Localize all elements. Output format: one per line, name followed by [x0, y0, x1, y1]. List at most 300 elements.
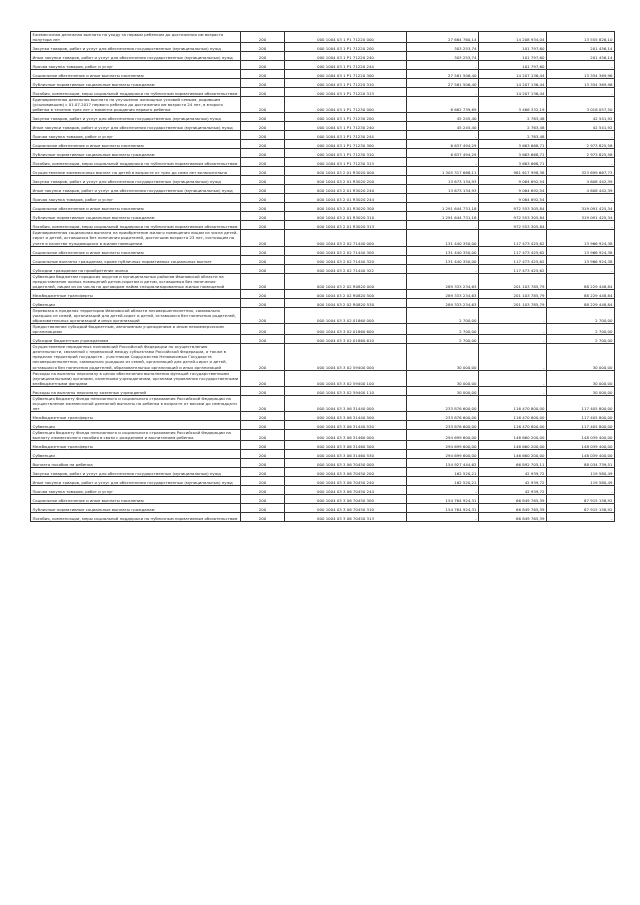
expense-name-cell: Осуществление ежемесячных выплат на детей в возрасте от трех до семи лет включительно — [31, 167, 241, 176]
approved-amount-cell: 303 253,74 — [407, 43, 479, 52]
line-code-cell: 200 — [241, 246, 285, 255]
unexecuted-amount-cell: - — [547, 61, 615, 70]
expense-name-cell: Субвенции — [31, 421, 241, 430]
budget-classification-code-cell: 000 1004 03 1 P1 71230 300 — [285, 140, 407, 149]
executed-amount-cell: 201 103 785,79 — [479, 273, 547, 289]
unexecuted-amount-cell: 42 541,92 — [547, 122, 615, 131]
line-code-cell: 200 — [241, 203, 285, 212]
approved-amount-cell: 131 440 350,00 — [407, 246, 479, 255]
expense-name-cell: Социальное обеспечение и иные выплаты населению — [31, 140, 241, 149]
approved-amount-cell: - — [407, 158, 479, 167]
unexecuted-amount-cell: 319 091 425,34 — [547, 212, 615, 221]
approved-amount-cell: 1 291 644 731,18 — [407, 212, 479, 221]
table-row — [31, 335, 615, 344]
unexecuted-amount-cell: 13 966 924,38 — [547, 255, 615, 264]
budget-classification-code-cell: 000 1004 03 1 P1 71230 310 — [285, 149, 407, 158]
unexecuted-amount-cell: 148 039 400,00 — [547, 441, 615, 450]
budget-classification-code-cell: 000 1004 03 3 06 70450 300 — [285, 495, 407, 504]
approved-amount-cell: 162 520,21 — [407, 477, 479, 486]
line-code-cell: 200 — [241, 421, 285, 430]
unexecuted-amount-cell: 88 229 448,84 — [547, 273, 615, 289]
unexecuted-amount-cell: 4 608 442,39 — [547, 185, 615, 194]
table-row — [31, 495, 615, 504]
line-code-cell: 200 — [241, 289, 285, 298]
line-code-cell: 200 — [241, 495, 285, 504]
expense-name-cell: Субсидии гражданам на приобретение жилья — [31, 264, 241, 273]
executed-amount-cell: 66 849 765,39 — [479, 504, 547, 513]
line-code-cell: 200 — [241, 113, 285, 122]
line-code-cell: 200 — [241, 52, 285, 61]
approved-amount-cell: 289 333 234,63 — [407, 289, 479, 298]
expense-name-cell: Прочая закупка товаров, работ и услуг — [31, 194, 241, 203]
expense-name-cell: Закупка товаров, работ и услуг для обеспечения государственных (муниципальных) нужд — [31, 43, 241, 52]
executed-amount-cell: 14 207 136,44 — [479, 79, 547, 88]
expense-name-cell: Прочая закупка товаров, работ и услуг — [31, 131, 241, 140]
table-row — [31, 430, 615, 441]
executed-amount-cell: 3 466 332,19 — [479, 97, 547, 113]
budget-classification-code-cell: 000 1004 03 3 06 31440 530 — [285, 421, 407, 430]
unexecuted-amount-cell: 119 580,49 — [547, 477, 615, 486]
table-row — [31, 289, 615, 298]
executed-amount-cell: - — [479, 344, 547, 370]
approved-amount-cell: 294 699 600,00 — [407, 441, 479, 450]
line-code-cell: 200 — [241, 344, 285, 370]
approved-amount-cell: 131 440 350,00 — [407, 255, 479, 264]
unexecuted-amount-cell: 30 000,00 — [547, 370, 615, 386]
line-code-cell: 200 — [241, 477, 285, 486]
executed-amount-cell: 201 103 785,79 — [479, 289, 547, 298]
executed-amount-cell: 117 473 425,62 — [479, 255, 547, 264]
line-code-cell: 200 — [241, 450, 285, 459]
line-code-cell: 200 — [241, 140, 285, 149]
expense-name-cell: Иные закупки товаров, работ и услуг для обеспечения государственных (муниципальных) нужд — [31, 185, 241, 194]
line-code-cell: 200 — [241, 97, 285, 113]
table-row — [31, 344, 615, 370]
table-row — [31, 370, 615, 386]
table-row — [31, 477, 615, 486]
unexecuted-amount-cell: 87 915 158,92 — [547, 504, 615, 513]
unexecuted-amount-cell: - — [547, 158, 615, 167]
table-row — [31, 176, 615, 185]
budget-classification-code-cell: 000 1004 03 2 02 71440 322 — [285, 264, 407, 273]
expense-name-cell: Социальное обеспечение и иные выплаты населению — [31, 246, 241, 255]
approved-amount-cell: 233 876 600,00 — [407, 395, 479, 411]
line-code-cell: 200 — [241, 230, 285, 246]
approved-amount-cell: 27 561 506,40 — [407, 79, 479, 88]
table-row — [31, 273, 615, 289]
expense-name-cell: Субсидии бюджетным учреждениям — [31, 335, 241, 344]
expense-name-cell: Пособия, компенсации, меры социальной поддержки по публичным нормативным обязательствам — [31, 513, 241, 522]
budget-classification-code-cell: 000 1004 03 2 02 71440 300 — [285, 246, 407, 255]
executed-amount-cell: 981 617 998,38 — [479, 167, 547, 176]
approved-amount-cell: 303 253,74 — [407, 52, 479, 61]
table-row — [31, 421, 615, 430]
executed-amount-cell: 14 207 136,44 — [479, 70, 547, 79]
expense-name-cell: Субвенции — [31, 298, 241, 307]
line-code-cell: 200 — [241, 131, 285, 140]
line-code-cell: 200 — [241, 468, 285, 477]
unexecuted-amount-cell: 3 018 057,50 — [547, 97, 615, 113]
table-row — [31, 149, 615, 158]
budget-classification-code-cell: 000 1004 03 3 06 70450 244 — [285, 486, 407, 495]
budget-classification-code-cell: 000 1004 03 3 06 31460 500 — [285, 441, 407, 450]
unexecuted-amount-cell: 117 405 800,00 — [547, 395, 615, 411]
table-row — [31, 221, 615, 230]
table-row — [31, 88, 615, 97]
budget-classification-code-cell: 000 1004 03 3 06 31460 530 — [285, 450, 407, 459]
table-row — [31, 158, 615, 167]
expense-name-cell: Публичные нормативные социальные выплаты гражданам — [31, 504, 241, 513]
table-body — [31, 32, 615, 522]
approved-amount-cell: 6 662 739,69 — [407, 97, 479, 113]
line-code-cell: 200 — [241, 122, 285, 131]
line-code-cell: 200 — [241, 504, 285, 513]
executed-amount-cell: 101 797,60 — [479, 43, 547, 52]
budget-classification-code-cell: 000 1004 03 2 01 R3020 313 — [285, 221, 407, 230]
executed-amount-cell: - — [479, 370, 547, 386]
budget-execution-table — [30, 31, 615, 522]
table-row — [31, 61, 615, 70]
expense-name-cell: Пособия, компенсации, меры социальной поддержки по публичным нормативным обязательствам — [31, 88, 241, 97]
line-code-cell: 200 — [241, 79, 285, 88]
approved-amount-cell: 6 637 494,29 — [407, 140, 479, 149]
approved-amount-cell: 294 699 600,00 — [407, 430, 479, 441]
approved-amount-cell: - — [407, 131, 479, 140]
unexecuted-amount-cell: 88 229 448,84 — [547, 298, 615, 307]
budget-classification-code-cell: 000 1004 03 2 02 71440 000 — [285, 230, 407, 246]
executed-amount-cell: 42 939,72 — [479, 486, 547, 495]
table-row — [31, 450, 615, 459]
executed-amount-cell: 66 892 705,11 — [479, 459, 547, 468]
budget-classification-code-cell: 000 1004 03 3 06 31440 000 — [285, 395, 407, 411]
table-row — [31, 386, 615, 395]
table-row — [31, 298, 615, 307]
expense-name-cell: Прочая закупка товаров, работ и услуг — [31, 61, 241, 70]
table-row — [31, 185, 615, 194]
executed-amount-cell: 972 553 305,84 — [479, 203, 547, 212]
budget-classification-code-cell: 000 1004 03 3 02 59400 110 — [285, 386, 407, 395]
executed-amount-cell: 117 473 425,62 — [479, 246, 547, 255]
expense-name-cell: Социальное обеспечение и иные выплаты населению — [31, 70, 241, 79]
expense-name-cell: Закупка товаров, работ и услуг для обеспечения государственных (муниципальных) нужд — [31, 113, 241, 122]
table-row — [31, 70, 615, 79]
unexecuted-amount-cell: 117 405 800,00 — [547, 412, 615, 421]
approved-amount-cell: 30 000,00 — [407, 370, 479, 386]
approved-amount-cell: 154 764 924,31 — [407, 495, 479, 504]
executed-amount-cell: - — [479, 335, 547, 344]
table-row — [31, 43, 615, 52]
budget-classification-code-cell: 000 1004 03 2 01 R3020 244 — [285, 194, 407, 203]
budget-classification-code-cell: 000 1004 03 1 P1 71220 313 — [285, 88, 407, 97]
unexecuted-amount-cell: 2 973 825,58 — [547, 140, 615, 149]
budget-classification-code-cell: 000 1004 03 3 06 31460 000 — [285, 430, 407, 441]
unexecuted-amount-cell: 2 700,00 — [547, 335, 615, 344]
unexecuted-amount-cell: 88 229 448,84 — [547, 289, 615, 298]
unexecuted-amount-cell: 42 541,92 — [547, 113, 615, 122]
line-code-cell: 200 — [241, 43, 285, 52]
unexecuted-amount-cell: 2 700,00 — [547, 307, 615, 323]
unexecuted-amount-cell: - — [547, 486, 615, 495]
unexecuted-amount-cell: 201 456,14 — [547, 43, 615, 52]
unexecuted-amount-cell: 119 580,49 — [547, 468, 615, 477]
approved-amount-cell: 27 664 760,14 — [407, 32, 479, 43]
expense-name-cell: Социальное обеспечение и иные выплаты населению — [31, 495, 241, 504]
line-code-cell: 200 — [241, 395, 285, 411]
line-code-cell: 200 — [241, 386, 285, 395]
line-code-cell: 200 — [241, 264, 285, 273]
budget-classification-code-cell: 000 1004 03 1 P1 71220 244 — [285, 61, 407, 70]
budget-classification-code-cell: 000 1004 03 1 P1 71230 240 — [285, 122, 407, 131]
expense-name-cell: Публичные нормативные социальные выплаты гражданам — [31, 79, 241, 88]
expense-name-cell: Публичные нормативные социальные выплаты гражданам — [31, 212, 241, 221]
table-row — [31, 486, 615, 495]
table-row — [31, 459, 615, 468]
table-row — [31, 113, 615, 122]
line-code-cell: 200 — [241, 158, 285, 167]
approved-amount-cell: 45 245,40 — [407, 122, 479, 131]
budget-classification-code-cell: 000 1004 03 2 01 R3020 310 — [285, 212, 407, 221]
table-row — [31, 131, 615, 140]
executed-amount-cell: 2 763,48 — [479, 131, 547, 140]
table-row — [31, 246, 615, 255]
budget-classification-code-cell: 000 1004 03 1 P1 71230 244 — [285, 131, 407, 140]
expense-name-cell: Закупка товаров, работ и услуг для обеспечения государственных (муниципальных) нужд — [31, 468, 241, 477]
unexecuted-amount-cell: - — [547, 264, 615, 273]
line-code-cell: 200 — [241, 441, 285, 450]
approved-amount-cell: 131 440 350,00 — [407, 230, 479, 246]
budget-classification-code-cell: 000 1004 03 3 06 70450 240 — [285, 477, 407, 486]
expense-name-cell: Перевозка в пределах территории Ивановской области несовершеннолетних, самовольно ушедших из семей, организаций для детей-сирот и детей, оставшихся без попечения родителей, образовательных организаций и иных организаций — [31, 307, 241, 323]
executed-amount-cell: 14 208 934,04 — [479, 32, 547, 43]
table-row — [31, 122, 615, 131]
approved-amount-cell: - — [407, 513, 479, 522]
approved-amount-cell: 162 520,21 — [407, 468, 479, 477]
table-row — [31, 513, 615, 522]
budget-classification-code-cell: 000 1004 03 3 02 59400 100 — [285, 370, 407, 386]
executed-amount-cell: 9 064 692,54 — [479, 194, 547, 203]
budget-classification-code-cell: 000 1004 03 2 01 R3020 300 — [285, 203, 407, 212]
table-row — [31, 307, 615, 323]
approved-amount-cell: - — [407, 221, 479, 230]
expense-name-cell: Предоставление субсидий бюджетным, автономным учреждениям и иным некоммерческим организациям — [31, 324, 241, 335]
unexecuted-amount-cell: 2 700,00 — [547, 324, 615, 335]
budget-classification-code-cell: 000 1004 03 1 P1 71230 000 — [285, 97, 407, 113]
approved-amount-cell: 154 927 444,62 — [407, 459, 479, 468]
unexecuted-amount-cell: - — [547, 221, 615, 230]
expense-name-cell: Единовременная денежная выплата на улучшение жилищных условий семьям, родившим (усыновившим) с 01.07.2017 первого ребенка до достижения им возраста 24 лет, в второго ребенка в течение трех лет с момента рождения первого ребенка — [31, 97, 241, 113]
budget-classification-code-cell: 000 1004 03 3 06 70450 313 — [285, 513, 407, 522]
approved-amount-cell: 45 245,40 — [407, 113, 479, 122]
expense-name-cell: Субвенция бюджету Фонда пенсионного и социального страхования Российской Федерации на осуществление ежемесячной денежной выплаты на ребенка в возрасте от восьми до семнадцати лет — [31, 395, 241, 411]
table-row — [31, 97, 615, 113]
table-row — [31, 167, 615, 176]
executed-amount-cell: 116 470 800,00 — [479, 421, 547, 430]
table-row — [31, 230, 615, 246]
budget-classification-code-cell: 000 1004 03 1 P1 71230 200 — [285, 113, 407, 122]
line-code-cell: 200 — [241, 273, 285, 289]
expense-name-cell: Межбюджетные трансферты — [31, 289, 241, 298]
line-code-cell: 200 — [241, 324, 285, 335]
expense-name-cell: Субвенции бюджетам городских округов и муниципальных районов Ивановской области на предоставление жилых помещений детям-сиротам и детям, оставшимся без попечения родителей, лицам из их числа по договорам найма специализированных жилых помещений — [31, 273, 241, 289]
executed-amount-cell: 101 797,60 — [479, 52, 547, 61]
budget-classification-code-cell: 000 1004 03 3 06 70450 000 — [285, 459, 407, 468]
table-row — [31, 255, 615, 264]
executed-amount-cell: 972 553 305,84 — [479, 212, 547, 221]
executed-amount-cell: 3 663 668,71 — [479, 140, 547, 149]
table-row — [31, 264, 615, 273]
expense-name-cell: Социальное обеспечение и иные выплаты населению — [31, 203, 241, 212]
line-code-cell: 200 — [241, 88, 285, 97]
executed-amount-cell: - — [479, 324, 547, 335]
budget-classification-code-cell: 000 1004 03 3 02 01860 000 — [285, 307, 407, 323]
approved-amount-cell: 233 876 600,00 — [407, 421, 479, 430]
expense-name-cell: Выплата пособия на ребенка — [31, 459, 241, 468]
line-code-cell: 200 — [241, 185, 285, 194]
approved-amount-cell: 289 333 234,63 — [407, 273, 479, 289]
executed-amount-cell: 972 553 305,84 — [479, 221, 547, 230]
expense-name-cell: Межбюджетные трансферты — [31, 441, 241, 450]
approved-amount-cell: - — [407, 88, 479, 97]
approved-amount-cell: 2 700,00 — [407, 307, 479, 323]
line-code-cell: 200 — [241, 70, 285, 79]
expense-name-cell: Субвенции — [31, 450, 241, 459]
line-code-cell: 200 — [241, 255, 285, 264]
line-code-cell: 200 — [241, 335, 285, 344]
approved-amount-cell: 13 673 134,93 — [407, 185, 479, 194]
budget-classification-code-cell: 000 1004 03 2 01 R3020 000 — [285, 167, 407, 176]
executed-amount-cell: 201 103 785,79 — [479, 298, 547, 307]
unexecuted-amount-cell: 117 405 800,00 — [547, 421, 615, 430]
approved-amount-cell: 154 764 924,31 — [407, 504, 479, 513]
executed-amount-cell: 146 660 200,00 — [479, 430, 547, 441]
approved-amount-cell: 2 700,00 — [407, 335, 479, 344]
unexecuted-amount-cell: 13 354 369,96 — [547, 70, 615, 79]
expense-name-cell: Расходы на выплаты персоналу казенных учреждений — [31, 386, 241, 395]
table-row — [31, 140, 615, 149]
table-row — [31, 32, 615, 43]
unexecuted-amount-cell: - — [547, 131, 615, 140]
budget-classification-code-cell: 000 1004 03 3 06 31440 500 — [285, 412, 407, 421]
expense-name-cell: Прочая закупка товаров, работ и услуг — [31, 486, 241, 495]
line-code-cell: 200 — [241, 486, 285, 495]
executed-amount-cell: 9 064 692,54 — [479, 185, 547, 194]
approved-amount-cell: - — [407, 61, 479, 70]
budget-classification-code-cell: 000 1004 03 2 01 R3020 200 — [285, 176, 407, 185]
executed-amount-cell: 66 849 765,39 — [479, 495, 547, 504]
budget-classification-code-cell: 000 1004 03 2 02 R0820 530 — [285, 298, 407, 307]
approved-amount-cell: 1 305 317 668,11 — [407, 167, 479, 176]
table-row — [31, 194, 615, 203]
executed-amount-cell: 66 849 765,39 — [479, 513, 547, 522]
line-code-cell: 200 — [241, 167, 285, 176]
line-code-cell: 200 — [241, 459, 285, 468]
unexecuted-amount-cell: 319 091 425,34 — [547, 203, 615, 212]
budget-classification-code-cell: 000 1004 03 1 P1 71220 300 — [285, 70, 407, 79]
approved-amount-cell: - — [407, 486, 479, 495]
line-code-cell: 200 — [241, 194, 285, 203]
unexecuted-amount-cell: 13 966 924,38 — [547, 230, 615, 246]
expense-name-cell: Осуществление переданных полномочий Российской Федерации по осуществлению деятельности, связанной с перевозкой между субъектами Российской Федерации, а также в пределах территорий государств - участников Содружества Независимых Государств несовершеннолетних, самовольно ушедших из семей, организаций для детей-сирот и детей, оставшихся без попечения родителей, образовательных организаций и иных организаций — [31, 344, 241, 370]
table-row — [31, 324, 615, 335]
budget-classification-code-cell: 000 1004 03 2 02 R0820 000 — [285, 273, 407, 289]
expense-name-cell: Межбюджетные трансферты — [31, 412, 241, 421]
approved-amount-cell: 2 700,00 — [407, 324, 479, 335]
executed-amount-cell: 2 763,48 — [479, 122, 547, 131]
expense-name-cell: Иные закупки товаров, работ и услуг для обеспечения государственных (муниципальных) нужд — [31, 122, 241, 131]
executed-amount-cell: 146 660 200,00 — [479, 441, 547, 450]
table-row — [31, 395, 615, 411]
line-code-cell: 200 — [241, 307, 285, 323]
executed-amount-cell: 42 939,72 — [479, 477, 547, 486]
executed-amount-cell: - — [479, 386, 547, 395]
budget-classification-code-cell: 000 1004 03 2 02 71440 320 — [285, 255, 407, 264]
line-code-cell: 200 — [241, 32, 285, 43]
budget-classification-code-cell: 000 1004 03 3 02 01860 610 — [285, 335, 407, 344]
expense-name-cell: Ежемесячная денежная выплата по уходу за первым ребенком до достижения им возраста полутора лет — [31, 32, 241, 43]
approved-amount-cell: - — [407, 264, 479, 273]
table-row — [31, 504, 615, 513]
unexecuted-amount-cell: - — [547, 513, 615, 522]
unexecuted-amount-cell: 148 039 400,00 — [547, 430, 615, 441]
line-code-cell: 200 — [241, 61, 285, 70]
line-code-cell: 200 — [241, 412, 285, 421]
approved-amount-cell: 233 876 600,00 — [407, 412, 479, 421]
expense-name-cell: Субвенция бюджету Фонда пенсионного и социального страхования Российской Федерации на выплату ежемесячного пособия в связи с рождением и воспитанием ребенка — [31, 430, 241, 441]
line-code-cell: 200 — [241, 298, 285, 307]
table-row — [31, 468, 615, 477]
budget-classification-code-cell: 000 1004 03 1 P1 71220 240 — [285, 52, 407, 61]
budget-classification-code-cell: 000 1004 03 1 P1 71230 313 — [285, 158, 407, 167]
line-code-cell: 200 — [241, 221, 285, 230]
budget-classification-code-cell: 000 1004 03 3 06 70450 200 — [285, 468, 407, 477]
line-code-cell: 200 — [241, 212, 285, 221]
budget-classification-code-cell: 000 1004 03 2 02 R0820 500 — [285, 289, 407, 298]
unexecuted-amount-cell: 323 699 667,73 — [547, 167, 615, 176]
expense-name-cell: Иные закупки товаров, работ и услуг для обеспечения государственных (муниципальных) нужд — [31, 52, 241, 61]
unexecuted-amount-cell: 13 966 924,38 — [547, 246, 615, 255]
approved-amount-cell: 30 000,00 — [407, 386, 479, 395]
expense-name-cell: Расходы на выплаты персоналу в целях обеспечения выполнения функций государственными (муниципальными) органами, казенными учреждениями, органами управления государственными внебюджетными фондами — [31, 370, 241, 386]
executed-amount-cell: 146 660 200,00 — [479, 450, 547, 459]
table-row — [31, 52, 615, 61]
approved-amount-cell: 294 699 600,00 — [407, 450, 479, 459]
unexecuted-amount-cell: 30 000,00 — [547, 344, 615, 370]
expense-name-cell: Пособия, компенсации, меры социальной поддержки по публичным нормативным обязательствам — [31, 158, 241, 167]
expense-name-cell: Иные закупки товаров, работ и услуг для обеспечения государственных (муниципальных) нужд — [31, 477, 241, 486]
executed-amount-cell: 2 763,48 — [479, 113, 547, 122]
executed-amount-cell: 9 064 692,54 — [479, 176, 547, 185]
expense-name-cell: Единовременная социальная выплата на приобретение жилого помещения лицам из числа детей-сирот и детей, оставшихся без попечения родителей, достигшим возраста 23 лет, состоящим на учете в качестве нуждающихся в жилом помещении — [31, 230, 241, 246]
approved-amount-cell: - — [407, 194, 479, 203]
executed-amount-cell: 116 470 800,00 — [479, 395, 547, 411]
approved-amount-cell: 13 673 134,93 — [407, 176, 479, 185]
executed-amount-cell: 14 207 136,44 — [479, 88, 547, 97]
budget-classification-code-cell: 000 1004 03 3 02 01860 600 — [285, 324, 407, 335]
table-row — [31, 203, 615, 212]
line-code-cell: 200 — [241, 176, 285, 185]
unexecuted-amount-cell: - — [547, 88, 615, 97]
unexecuted-amount-cell: - — [547, 194, 615, 203]
expense-name-cell: Социальные выплаты гражданам, кроме публичных нормативных социальных выплат — [31, 255, 241, 264]
executed-amount-cell: - — [479, 307, 547, 323]
approved-amount-cell: 27 561 506,40 — [407, 70, 479, 79]
unexecuted-amount-cell: 148 039 400,00 — [547, 450, 615, 459]
approved-amount-cell: 30 000,00 — [407, 344, 479, 370]
budget-classification-code-cell: 000 1004 03 1 P1 71220 310 — [285, 79, 407, 88]
unexecuted-amount-cell: 30 000,00 — [547, 386, 615, 395]
executed-amount-cell: 117 473 425,62 — [479, 230, 547, 246]
executed-amount-cell: 117 473 425,62 — [479, 264, 547, 273]
